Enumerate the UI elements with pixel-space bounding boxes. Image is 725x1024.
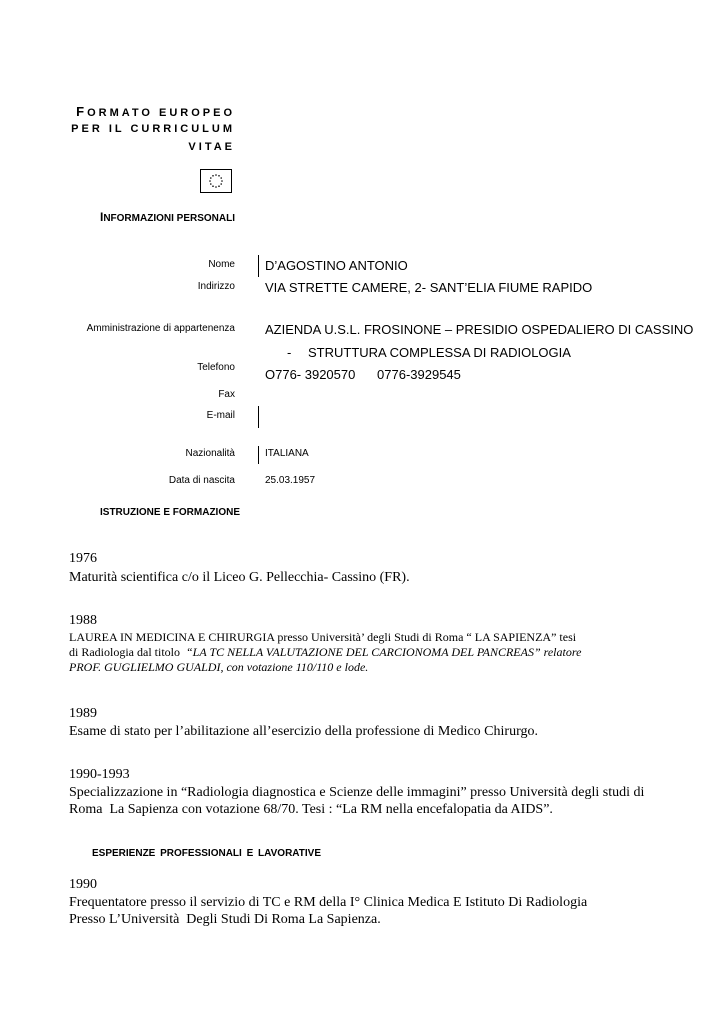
personal-info-heading-rest: NFORMAZIONI PERSONALI [103, 213, 235, 224]
education-text-1976: Maturità scientifica c/o il Liceo G. Pellecchia- Cassino (FR). [69, 570, 410, 585]
cv-title-line1 [76, 104, 235, 119]
label-email: E-mail [206, 410, 235, 421]
value-nome: D’AGOSTINO ANTONIO [265, 258, 408, 273]
divider-bar [258, 446, 259, 464]
cv-title-rest: ORMATO EUROPEO [87, 107, 235, 119]
value-indirizzo: VIA STRETTE CAMERE, 2- SANT’ELIA FIUME RAPIDO [265, 280, 593, 295]
personal-info-heading-initial: I [99, 210, 104, 224]
personal-info-heading [100, 210, 235, 224]
education-heading: ISTRUZIONE E FORMAZIONE [100, 507, 240, 518]
label-data-nascita: Data di nascita [168, 475, 235, 486]
experience-heading: ESPERIENZE PROFESSIONALI E LAVORATIVE [92, 848, 321, 859]
label-fax: Fax [218, 389, 235, 400]
education-year-1988: 1988 [69, 613, 97, 628]
label-nazionalita: Nazionalità [185, 448, 235, 459]
value-telefono: O776- 3920570 0776-3929545 [265, 367, 461, 382]
cv-title-initial: F [76, 104, 88, 119]
education-text-1990-1993-line1: Specializzazione in “Radiologia diagnostica e Scienze delle immagini” presso Università degli studi di [69, 785, 645, 800]
thesis-title: “LA TC NELLA VALUTAZIONE DEL CARCIONOMA DEL PANCREAS” relatore [186, 645, 582, 659]
experience-text-1990-line2: Presso L’Università Degli Studi Di Roma La Sapienza. [69, 912, 381, 927]
value-nazionalita: ITALIANA [265, 448, 309, 459]
divider-bar [258, 255, 259, 277]
value-struttura-dash: - [287, 345, 292, 360]
education-text-1988-line1: LAUREA IN MEDICINA E CHIRURGIA presso Università’ degli Studi di Roma “ LA SAPIENZA” tesi [69, 630, 577, 644]
experience-text-1990-line1: Frequentatore presso il servizio di TC e RM della I° Clinica Medica E Istituto Di Radiologia [69, 895, 588, 910]
value-data-nascita: 25.03.1957 [265, 475, 316, 486]
experience-year-1990: 1990 [69, 877, 97, 892]
label-nome: Nome [208, 259, 235, 270]
education-text-1988-line2 [69, 645, 581, 660]
label-amministrazione: Amministrazione di appartenenza [86, 323, 235, 334]
education-year-1989: 1989 [69, 706, 97, 721]
value-struttura: STRUTTURA COMPLESSA DI RADIOLOGIA [308, 345, 571, 360]
label-telefono: Telefono [197, 362, 235, 373]
thesis-intro: di Radiologia dal titolo [69, 645, 186, 659]
education-text-1988-line3: PROF. GUGLIELMO GUALDI, con votazione 110/110 e lode. [69, 660, 369, 674]
cv-title-line2: PER IL CURRICULUM [71, 123, 235, 135]
education-year-1990-1993: 1990-1993 [69, 767, 130, 782]
eu-flag-icon [200, 169, 232, 193]
education-text-1990-1993-line2: Roma La Sapienza con votazione 68/70. Tesi : “La RM nella encefalopatia da AIDS”. [69, 802, 553, 817]
education-text-1989: Esame di stato per l’abilitazione all’esercizio della professione di Medico Chirurgo. [69, 724, 538, 739]
education-year-1976: 1976 [69, 551, 97, 566]
value-amministrazione: AZIENDA U.S.L. FROSINONE – PRESIDIO OSPEDALIERO DI CASSINO [265, 322, 694, 337]
label-indirizzo: Indirizzo [197, 281, 235, 292]
divider-bar [258, 406, 259, 428]
cv-title-line3: VITAE [188, 141, 235, 153]
